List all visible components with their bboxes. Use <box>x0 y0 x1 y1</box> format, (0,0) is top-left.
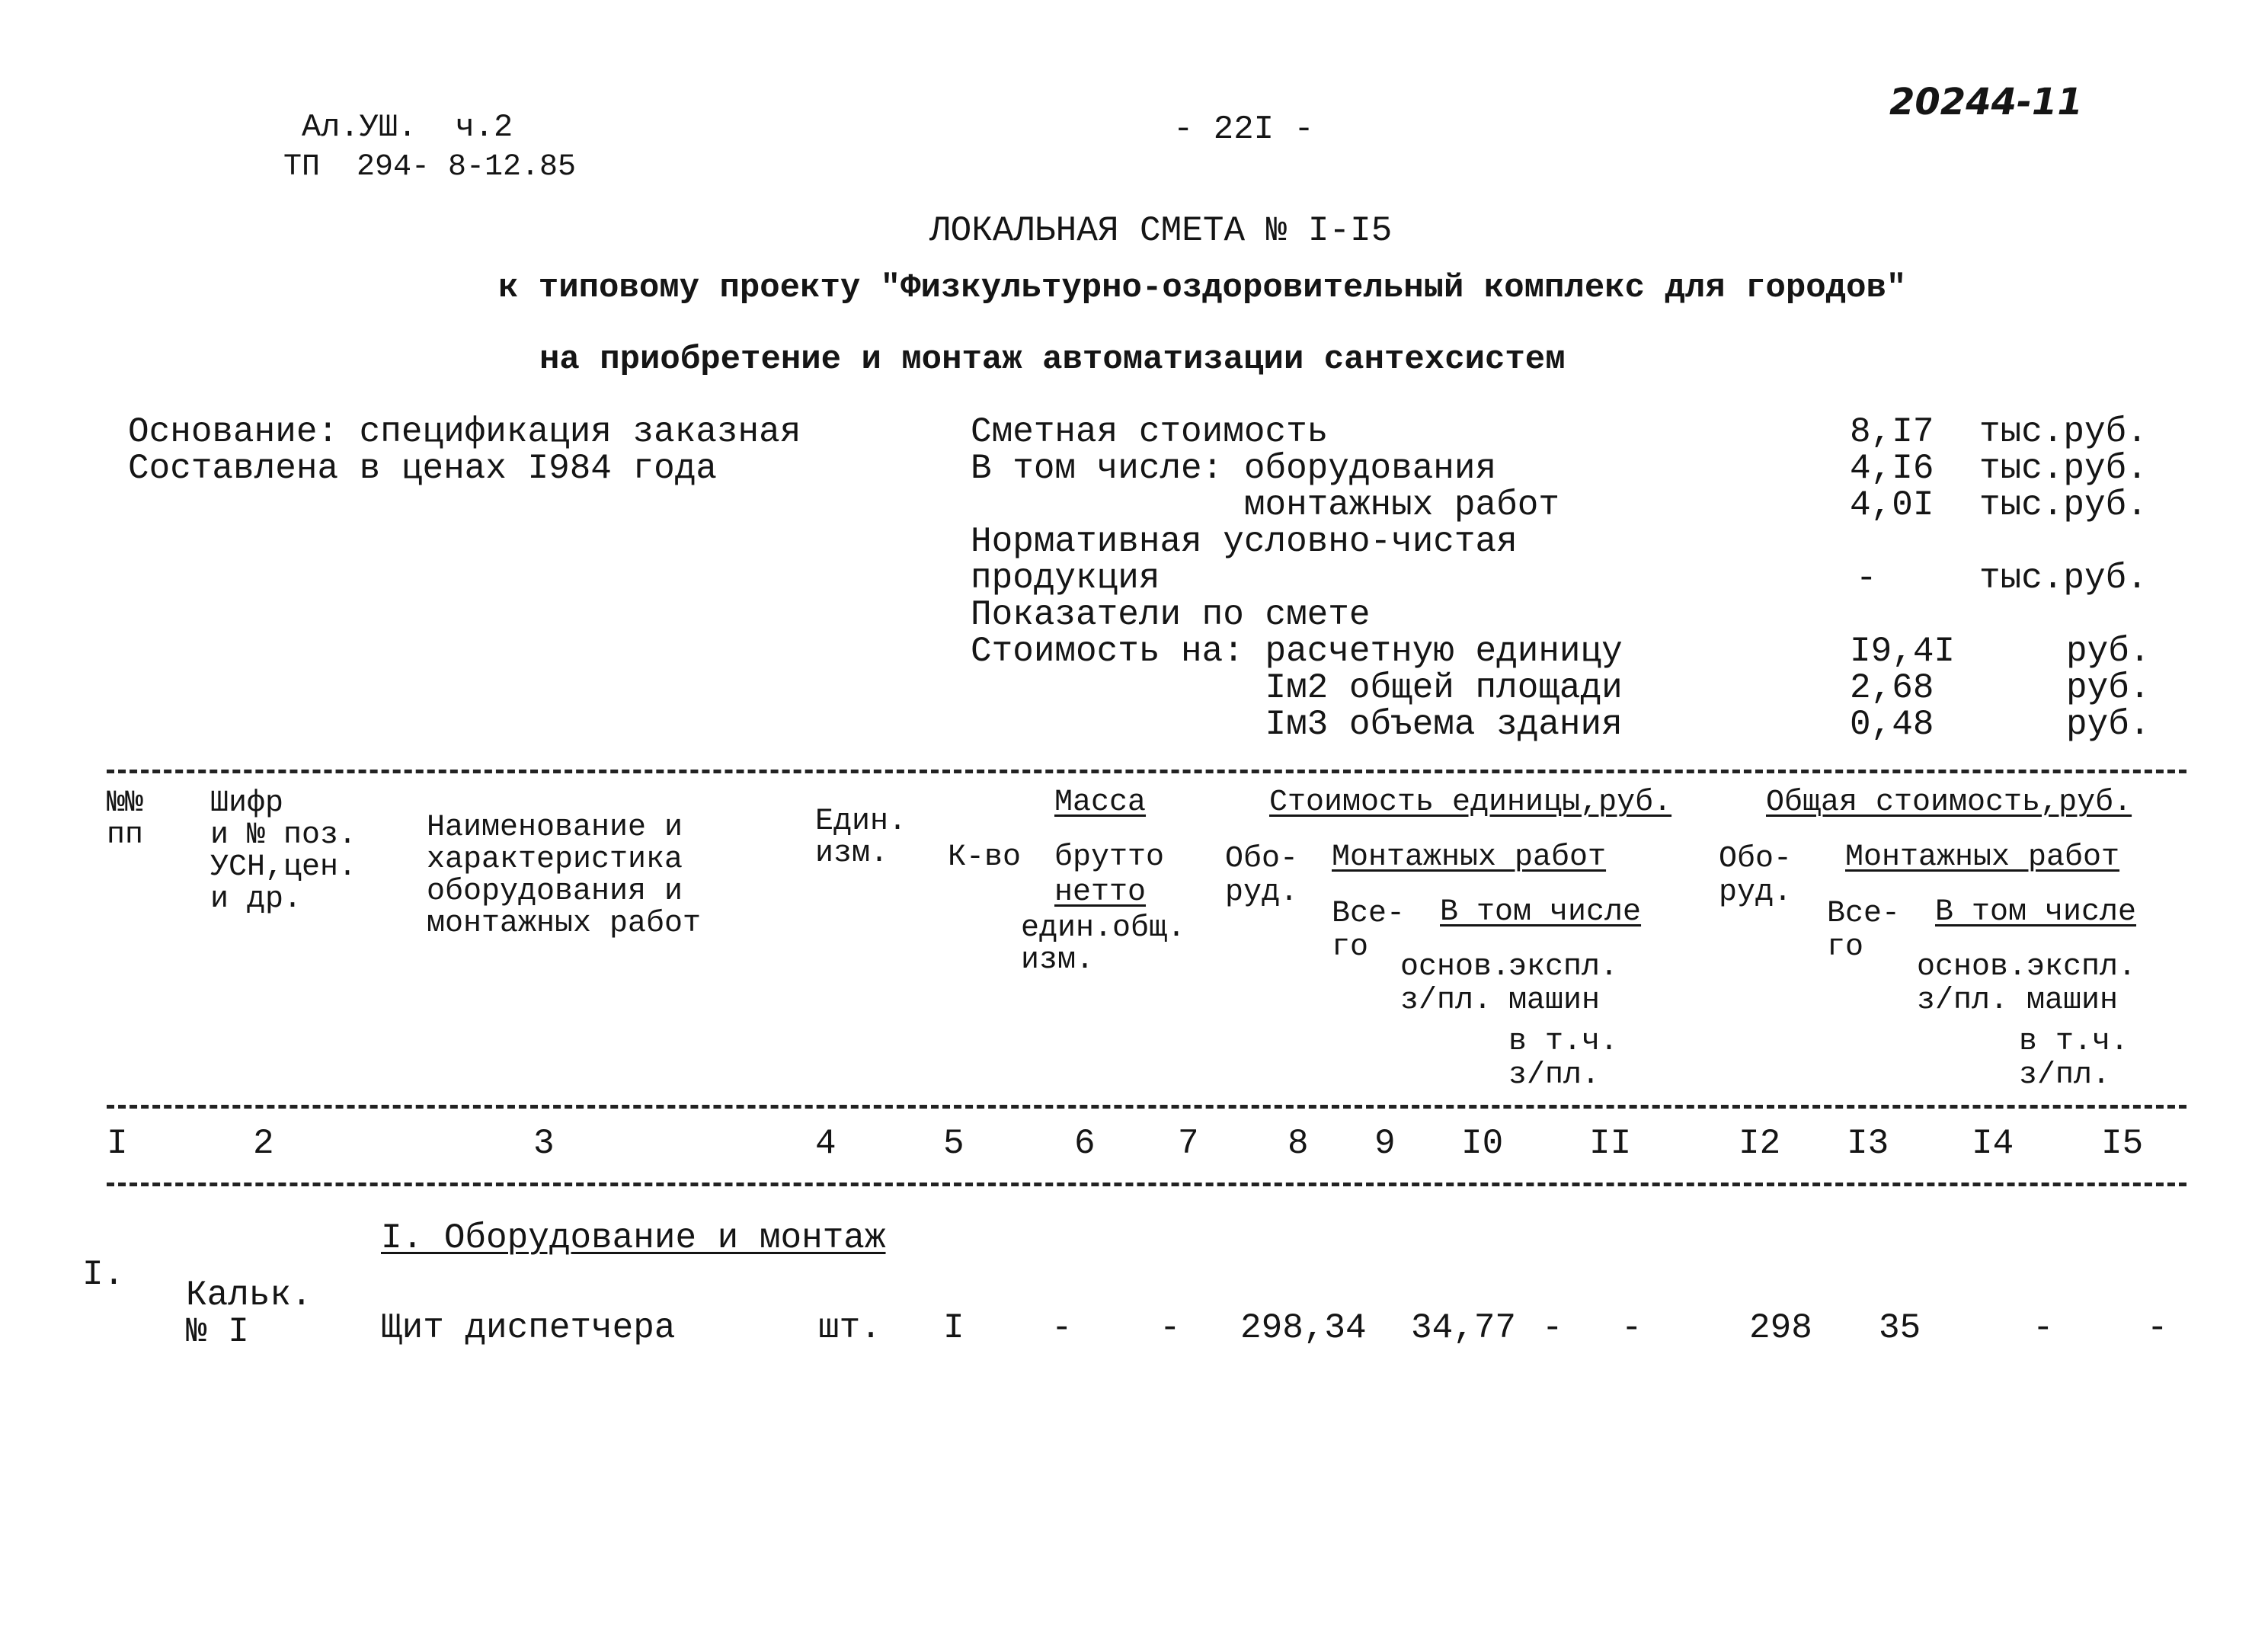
unit-including-header: В том числе <box>1440 895 1642 930</box>
summary-value: 4,0I <box>1850 485 1934 525</box>
col-qty-header: К-во <box>948 840 1022 875</box>
album-label: Ал.УШ. ч.2 <box>302 109 513 146</box>
total-machines-wage-header: в т.ч. з/пл. <box>2019 1025 2129 1093</box>
estimate-purpose: на приобретение и монтаж автоматизации сантехсистем <box>539 341 1566 379</box>
column-numbers-bottom-rule <box>107 1183 2186 1186</box>
summary-unit: руб. <box>2066 632 2151 671</box>
row-mass-brutto: - <box>1051 1308 1073 1348</box>
row-mass-total: - <box>1160 1308 1181 1348</box>
total-including-header: В том числе <box>1935 895 2137 930</box>
summary-label: Нормативная условно-чистая <box>971 522 1518 562</box>
total-equipment-header: Обо- руд. <box>1719 842 1793 910</box>
row-unit: шт. <box>818 1308 881 1348</box>
summary-label: Сметная стоимость <box>971 412 1329 452</box>
row-qty: I <box>943 1308 964 1348</box>
column-number: I <box>107 1124 128 1163</box>
summary-value: 4,I6 <box>1850 449 1934 488</box>
column-number: 7 <box>1178 1124 1199 1163</box>
row-total-basic-wage: - <box>2033 1308 2054 1348</box>
unit-machines-wage-header: в т.ч. з/пл. <box>1508 1025 1619 1093</box>
summary-value: I9,4I <box>1850 632 1956 671</box>
total-machines-header: экспл. машин <box>2026 950 2137 1018</box>
column-number: 2 <box>253 1124 274 1163</box>
column-number: I4 <box>1972 1124 2014 1163</box>
column-number: I0 <box>1461 1124 1504 1163</box>
archive-number: 20244-11 <box>1889 81 2083 123</box>
unit-equipment-header: Обо- руд. <box>1225 842 1299 910</box>
col-code-header: Шифр и № поз. УСН,цен. и др. <box>210 786 357 917</box>
row-unit-machines: - <box>1621 1308 1643 1348</box>
page-number: - 22I - <box>1173 110 1314 149</box>
row-number: I. <box>82 1255 125 1295</box>
unit-basic-wage-header: основ. з/пл. <box>1400 950 1511 1018</box>
mass-unit-total-header: един.общ. изм. <box>1021 911 1186 978</box>
summary-label: Iм2 общей площади <box>971 668 1623 708</box>
row-total-mount: 35 <box>1879 1308 1921 1348</box>
column-number: I2 <box>1739 1124 1781 1163</box>
summary-unit: тыс.руб. <box>1979 558 2148 598</box>
row-unit-mount-total: 34,77 <box>1411 1308 1517 1348</box>
col-name-header: Наименование и характеристика оборудования и монтажных работ <box>427 811 702 941</box>
row-total-equipment: 298 <box>1749 1308 1812 1348</box>
row-code: Кальк. № I <box>186 1275 312 1352</box>
column-number: 3 <box>533 1124 555 1163</box>
mass-header: Масса <box>1054 786 1147 820</box>
summary-value: 8,I7 <box>1850 412 1934 452</box>
summary-label: Показатели по смете <box>971 595 1371 635</box>
col-number-header: №№ пп <box>107 786 144 853</box>
table-top-rule <box>107 770 2186 773</box>
column-number: 6 <box>1074 1124 1096 1163</box>
summary-label: В том числе: оборудования <box>971 449 1497 488</box>
column-number: I3 <box>1847 1124 1889 1163</box>
header-bottom-rule <box>107 1105 2186 1109</box>
unit-mount-total-header: Все- го <box>1332 897 1406 965</box>
total-cost-header: Общая стоимость,руб. <box>1766 786 2132 820</box>
prices-line: Составлена в ценах I984 года <box>128 449 717 488</box>
unit-cost-header: Стоимость единицы,руб. <box>1269 786 1672 820</box>
summary-value: 2,68 <box>1850 668 1934 708</box>
row-name: Щит диспетчера <box>381 1308 676 1348</box>
summary-value: - <box>1856 558 1877 598</box>
row-total-machines: - <box>2147 1308 2168 1348</box>
summary-label: Iм3 объема здания <box>971 705 1623 744</box>
unit-mount-header: Монтажных работ <box>1332 840 1607 875</box>
summary-value: 0,48 <box>1850 705 1934 744</box>
mass-brutto-header: брутто <box>1054 840 1165 875</box>
total-mount-header: Монтажных работ <box>1845 840 2120 875</box>
summary-unit: руб. <box>2066 705 2151 744</box>
summary-label: монтажных работ <box>971 485 1559 525</box>
section-title: I. Оборудование и монтаж <box>381 1218 886 1258</box>
estimate-subtitle: к типовому проекту "Физкультурно-оздоровительный комплекс для городов" <box>498 269 1907 307</box>
row-unit-equipment: 298,34 <box>1240 1308 1367 1348</box>
summary-unit: тыс.руб. <box>1979 485 2148 525</box>
summary-label: продукция <box>971 558 1160 598</box>
column-number: 9 <box>1374 1124 1396 1163</box>
row-unit-basic-wage: - <box>1542 1308 1563 1348</box>
total-basic-wage-header: основ. з/пл. <box>1917 950 2027 1018</box>
summary-label: Стоимость на: расчетную единицу <box>971 632 1623 671</box>
tp-code: ТП 294- 8-12.85 <box>283 150 577 184</box>
summary-unit: руб. <box>2066 668 2151 708</box>
column-number: II <box>1589 1124 1632 1163</box>
mass-netto-header: нетто <box>1054 875 1147 910</box>
basis-line: Основание: спецификация заказная <box>128 412 801 452</box>
column-number: I5 <box>2101 1124 2144 1163</box>
col-unit-header: Един. изм. <box>815 805 907 871</box>
column-number: 4 <box>815 1124 837 1163</box>
column-number: 5 <box>943 1124 964 1163</box>
total-mount-total-header: Все- го <box>1827 897 1901 965</box>
unit-machines-header: экспл. машин <box>1508 950 1619 1018</box>
estimate-title: ЛОКАЛЬНАЯ СМЕТА № I-I5 <box>929 211 1393 251</box>
summary-unit: тыс.руб. <box>1979 412 2148 452</box>
column-number: 8 <box>1288 1124 1309 1163</box>
summary-unit: тыс.руб. <box>1979 449 2148 488</box>
